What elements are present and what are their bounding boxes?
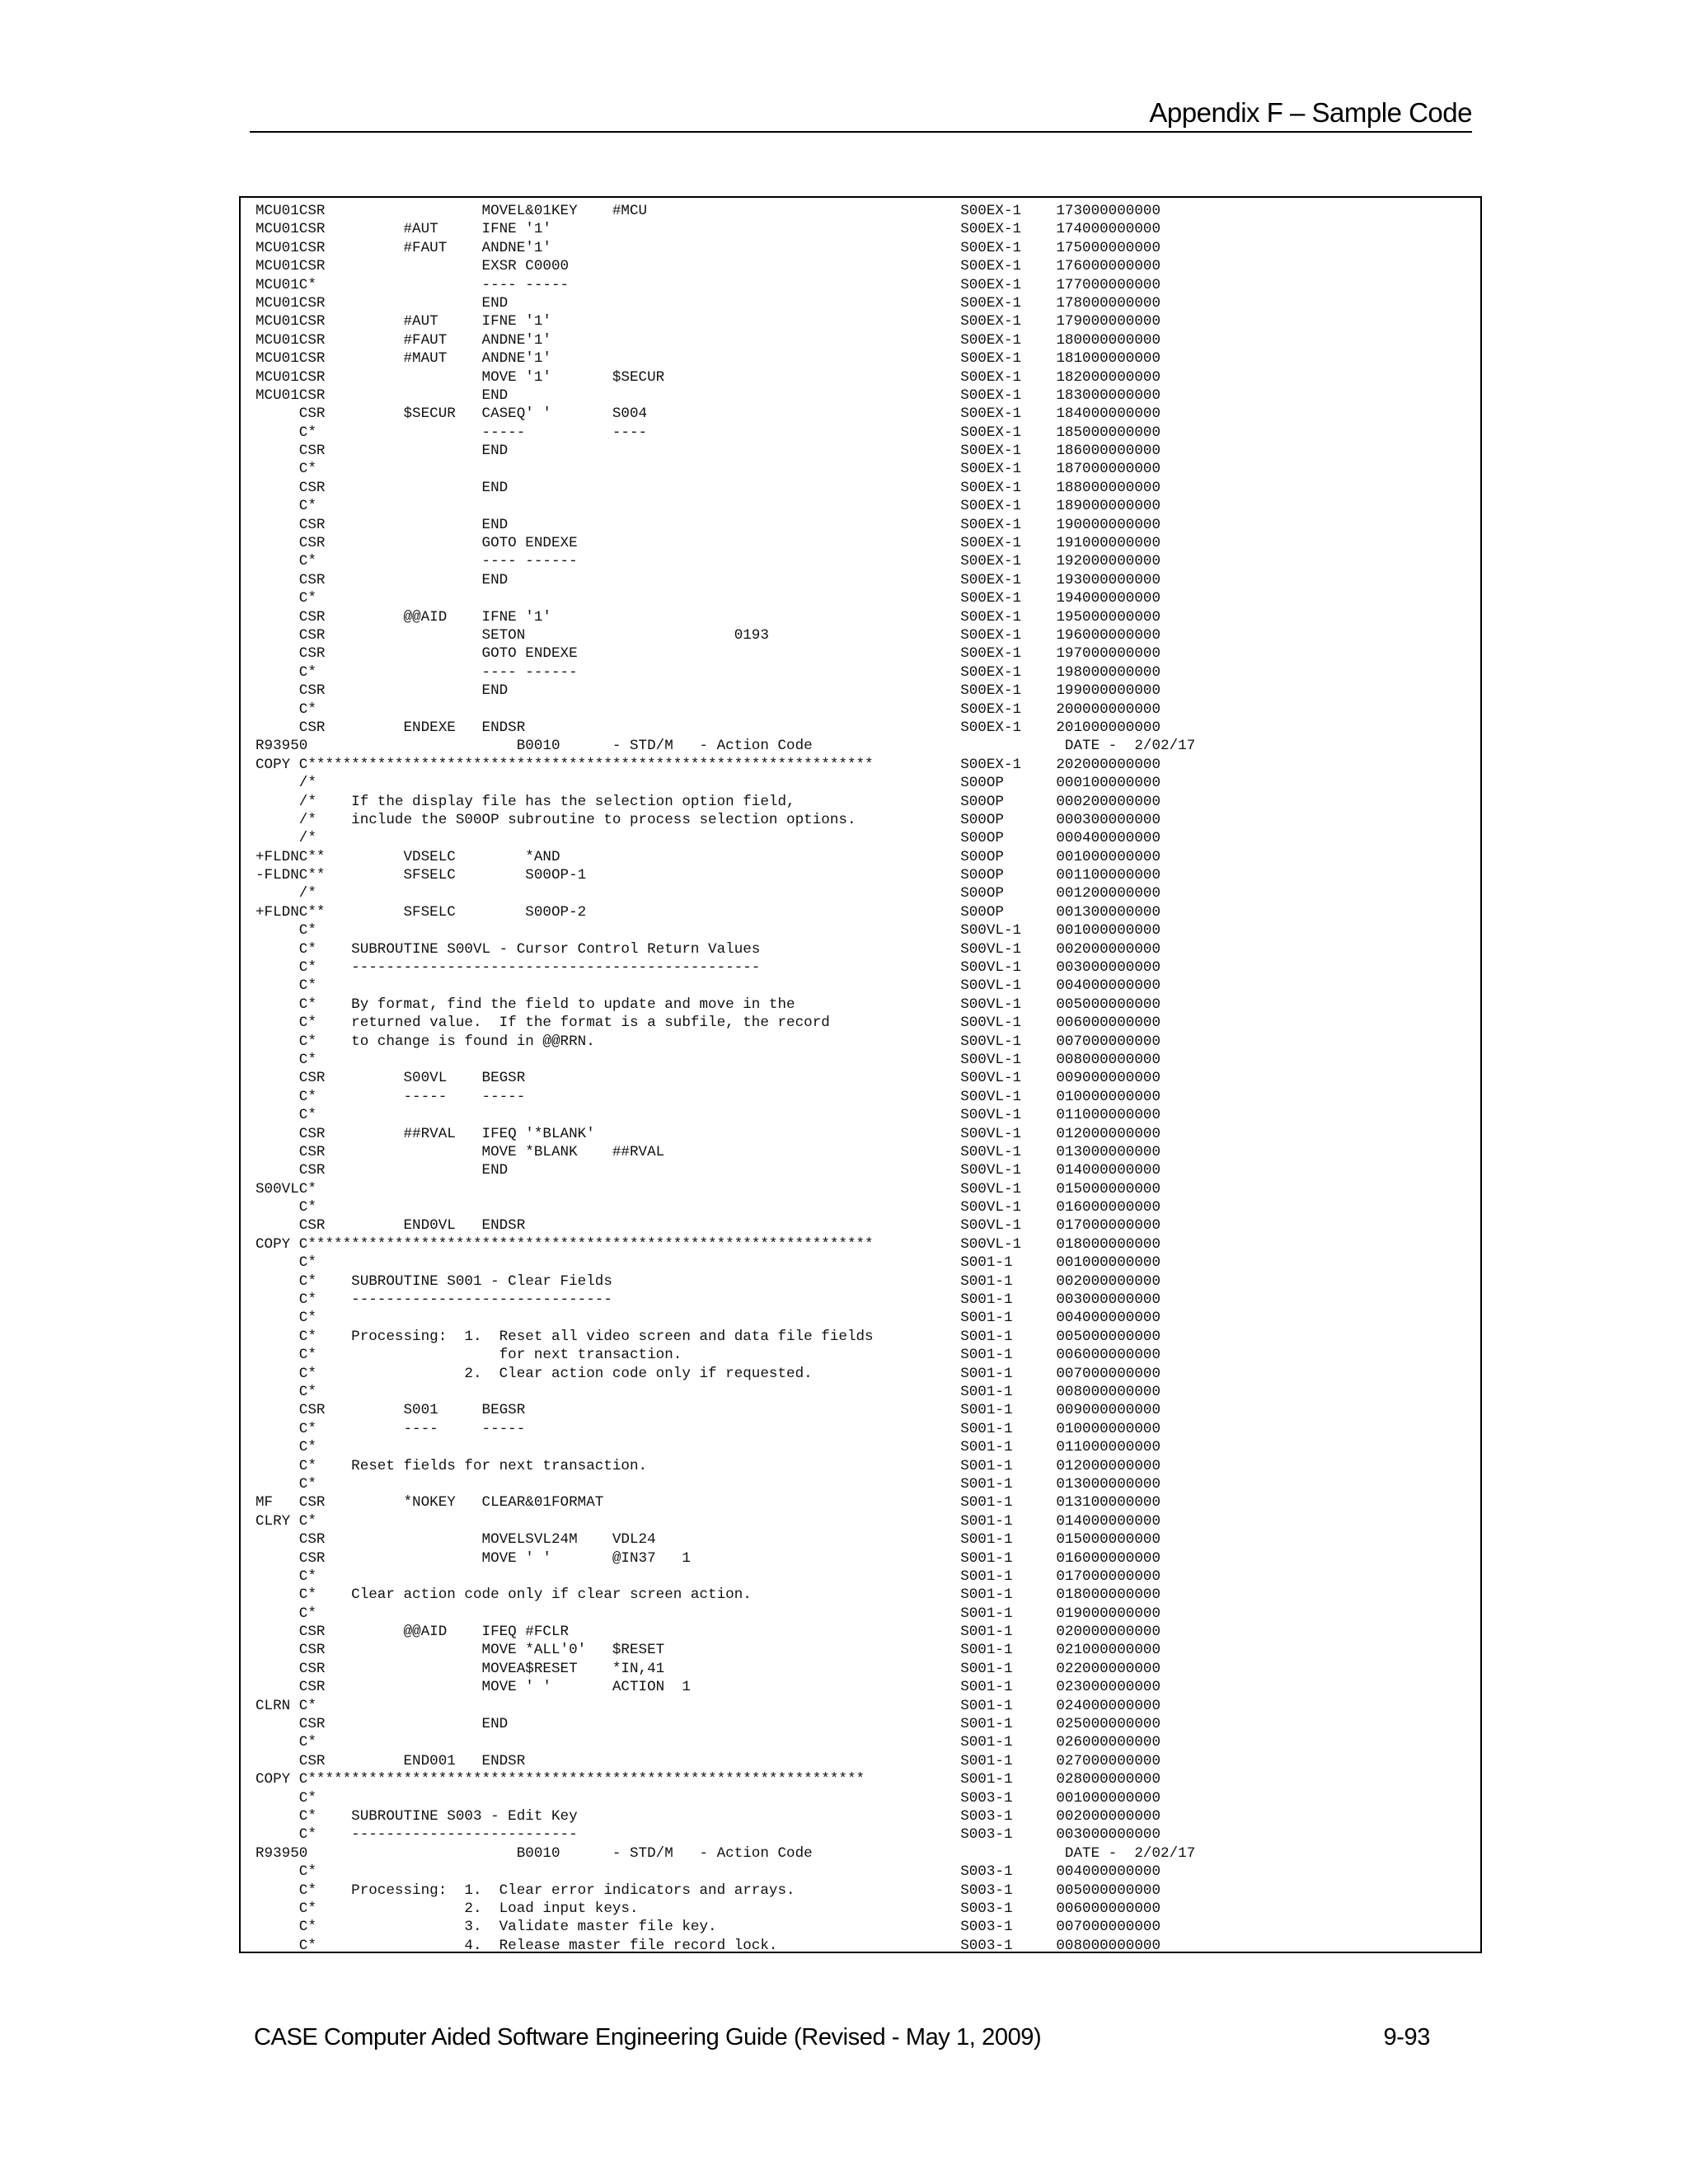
code-line: C* S001-1 019000000000: [256, 1605, 1161, 1622]
code-line: C* for next transaction. S001-1 006000000000: [256, 1347, 1161, 1364]
code-line: C* S001-1 008000000000: [256, 1384, 1161, 1400]
code-line: CLRN C* S001-1 024000000000: [256, 1697, 1161, 1714]
code-line: C* SUBROUTINE S003 - Edit Key S003-1 002000000000: [256, 1807, 1161, 1825]
code-line: C* S00EX-1 200000000000: [256, 701, 1161, 718]
code-line: C* S00EX-1 189000000000: [256, 498, 1161, 515]
code-line: C* S00EX-1 187000000000: [256, 461, 1161, 478]
code-line: C* S001-1 017000000000: [256, 1568, 1161, 1585]
footer-title: CASE Computer Aided Software Engineering Guide (Revised - May 1, 2009): [254, 2024, 1042, 2050]
code-line: CSR MOVE ' ' @IN37 1 S001-1 016000000000: [256, 1549, 1161, 1567]
code-line: CSR @@AID IFEQ #FCLR S001-1 020000000000: [256, 1624, 1161, 1641]
code-line: CSR END0VL ENDSR S00VL-1 017000000000: [256, 1217, 1161, 1235]
code-line: CSR MOVE *BLANK ##RVAL S00VL-1 013000000000: [256, 1143, 1161, 1160]
code-line: CSR END S00VL-1 014000000000: [256, 1162, 1161, 1179]
code-line: C* SUBROUTINE S001 - Clear Fields S001-1 002000000000: [256, 1272, 1161, 1290]
code-line: CSR S001 BEGSR S001-1 009000000000: [256, 1402, 1161, 1419]
code-line: C* ----- ---- S00EX-1 185000000000: [256, 424, 1161, 441]
code-line: CSR END S00EX-1 186000000000: [256, 443, 1161, 460]
code-line: /* include the S00OP subroutine to process selection options. S00OP 000300000000: [256, 811, 1161, 828]
code-line: -FLDNC** SFSELC S00OP-1 S00OP 001100000000: [256, 867, 1161, 884]
code-line: CSR GOTO ENDEXE S00EX-1 197000000000: [256, 645, 1161, 663]
code-line: C* S001-1 013000000000: [256, 1475, 1161, 1493]
code-line: R93950 B0010 - STD/M - Action Code DATE - 2/02/17: [256, 1844, 1196, 1862]
code-line: MCU01CSR MOVE '1' $SECUR S00EX-1 182000000000: [256, 368, 1161, 386]
code-line: MCU01CSR #AUT IFNE '1' S00EX-1 174000000000: [256, 221, 1161, 238]
code-line: C* S003-1 001000000000: [256, 1789, 1161, 1807]
code-line: C* returned value. If the format is a subfile, the record S00VL-1 006000000000: [256, 1015, 1161, 1032]
code-line: /* S00OP 001200000000: [256, 885, 1161, 902]
code-line: CSR MOVE ' ' ACTION 1 S001-1 023000000000: [256, 1679, 1161, 1696]
code-line: CSR GOTO ENDEXE S00EX-1 191000000000: [256, 535, 1161, 552]
code-line: CSR $SECUR CASEQ' ' S004 S00EX-1 184000000000: [256, 405, 1161, 423]
code-line: C* 2. Load input keys. S003-1 006000000000: [256, 1900, 1161, 1917]
code-line: CSR ##RVAL IFEQ '*BLANK' S00VL-1 012000000000: [256, 1125, 1161, 1142]
code-line: CSR MOVEA$RESET *IN,41 S001-1 022000000000: [256, 1660, 1161, 1677]
code-line: C* ----------------------------------------------- S00VL-1 003000000000: [256, 959, 1161, 977]
code-line: CSR END S00EX-1 199000000000: [256, 682, 1161, 700]
code-line: CSR END S00EX-1 190000000000: [256, 516, 1161, 533]
code-line: C* Clear action code only if clear screen action. S001-1 018000000000: [256, 1586, 1161, 1604]
code-line: C* ---- ------ S00EX-1 198000000000: [256, 663, 1161, 681]
code-line: /* If the display file has the selection option field, S00OP 000200000000: [256, 793, 1161, 810]
code-line: CSR SETON 0193 S00EX-1 196000000000: [256, 626, 1161, 644]
code-line: C* S00VL-1 011000000000: [256, 1107, 1161, 1124]
code-line: +FLDNC** VDSELC *AND S00OP 001000000000: [256, 848, 1161, 865]
code-line: COPY C***************************************************************** S00VL-1 018000000000: [256, 1235, 1161, 1253]
code-line: C* ----- ----- S00VL-1 010000000000: [256, 1088, 1161, 1105]
code-line: COPY C***************************************************************** S00EX-1 202000000000: [256, 756, 1161, 773]
code-line: C* S001-1 026000000000: [256, 1734, 1161, 1751]
code-line: CSR MOVELSVL24M VDL24 S001-1 015000000000: [256, 1531, 1161, 1549]
code-line: C* ---- ------ S00EX-1 192000000000: [256, 553, 1161, 570]
code-line: MCU01CSR MOVEL&01KEY #MCU S00EX-1 173000000000: [256, 203, 1161, 219]
code-line: CSR END S00EX-1 193000000000: [256, 571, 1161, 588]
code-line: MCU01CSR #FAUT ANDNE'1' S00EX-1 175000000000: [256, 239, 1161, 256]
code-line: C* S00VL-1 004000000000: [256, 977, 1161, 995]
code-line: C* to change is found in @@RRN. S00VL-1 007000000000: [256, 1033, 1161, 1050]
code-line: CLRY C* S001-1 014000000000: [256, 1512, 1161, 1530]
code-line: C* -------------------------- S003-1 003000000000: [256, 1826, 1161, 1844]
code-line: C* By format, find the field to update and move in the S00VL-1 005000000000: [256, 996, 1161, 1013]
code-line: CSR END S00EX-1 188000000000: [256, 479, 1161, 496]
code-line: C* S00VL-1 008000000000: [256, 1051, 1161, 1068]
code-line: C* S00VL-1 016000000000: [256, 1199, 1161, 1216]
code-line: MF CSR *NOKEY CLEAR&01FORMAT S001-1 013100000000: [256, 1494, 1161, 1511]
code-line: /* S00OP 000400000000: [256, 830, 1161, 847]
code-line: C* S001-1 004000000000: [256, 1310, 1161, 1327]
code-line: C* 2. Clear action code only if requested. S001-1 007000000000: [256, 1365, 1161, 1382]
code-line: C* Reset fields for next transaction. S001-1 012000000000: [256, 1457, 1161, 1474]
code-listing-box: [239, 196, 1482, 1953]
code-line: MCU01CSR #MAUT ANDNE'1' S00EX-1 181000000000: [256, 350, 1161, 368]
code-line: C* 4. Release master file record lock. S003-1 008000000000: [256, 1937, 1161, 1954]
code-line: CSR S00VL BEGSR S00VL-1 009000000000: [256, 1070, 1161, 1087]
code-line: S00VLC* S00VL-1 015000000000: [256, 1180, 1161, 1197]
code-line: C* ------------------------------ S001-1 003000000000: [256, 1291, 1161, 1309]
code-line: MCU01C* ---- ----- S00EX-1 177000000000: [256, 276, 1161, 293]
code-line: C* S003-1 004000000000: [256, 1863, 1161, 1881]
code-line: /* S00OP 000100000000: [256, 775, 1161, 792]
code-listing: [256, 202, 1195, 1955]
code-line: C* SUBROUTINE S00VL - Cursor Control Return Values S00VL-1 002000000000: [256, 940, 1161, 958]
code-line: C* 3. Validate master file key. S003-1 007000000000: [256, 1919, 1161, 1936]
header-rule: [250, 131, 1472, 133]
code-line: MCU01CSR #AUT IFNE '1' S00EX-1 179000000000: [256, 313, 1161, 330]
code-line: COPY C**************************************************************** S001-1 028000000000: [256, 1771, 1161, 1788]
code-line: MCU01CSR #FAUT ANDNE'1' S00EX-1 180000000000: [256, 331, 1161, 349]
code-line: CSR MOVE *ALL'0' $RESET S001-1 021000000000: [256, 1642, 1161, 1659]
code-line: CSR END S001-1 025000000000: [256, 1716, 1161, 1733]
code-line: C* S00VL-1 001000000000: [256, 922, 1161, 940]
code-line: +FLDNC** SFSELC S00OP-2 S00OP 001300000000: [256, 903, 1161, 921]
code-line: C* Processing: 1. Reset all video screen and data file fields S001-1 005000000000: [256, 1328, 1161, 1345]
code-line: CSR @@AID IFNE '1' S00EX-1 195000000000: [256, 608, 1161, 626]
code-line: C* S00EX-1 194000000000: [256, 590, 1161, 607]
code-line: MCU01CSR END S00EX-1 183000000000: [256, 387, 1161, 404]
code-line: C* S001-1 011000000000: [256, 1439, 1161, 1456]
code-line: C* ---- ----- S001-1 010000000000: [256, 1420, 1161, 1437]
code-line: C* Processing: 1. Clear error indicators and arrays. S003-1 005000000000: [256, 1882, 1161, 1899]
code-line: CSR ENDEXE ENDSR S00EX-1 201000000000: [256, 719, 1161, 736]
code-line: C* S001-1 001000000000: [256, 1254, 1161, 1272]
page-number: 9-93: [1383, 2024, 1430, 2050]
page-header: Appendix F – Sample Code: [1149, 97, 1472, 128]
code-line: R93950 B0010 - STD/M - Action Code DATE - 2/02/17: [256, 738, 1196, 755]
code-line: CSR END001 ENDSR S001-1 027000000000: [256, 1752, 1161, 1769]
code-line: MCU01CSR EXSR C0000 S00EX-1 176000000000: [256, 258, 1161, 275]
code-line: MCU01CSR END S00EX-1 178000000000: [256, 294, 1161, 312]
